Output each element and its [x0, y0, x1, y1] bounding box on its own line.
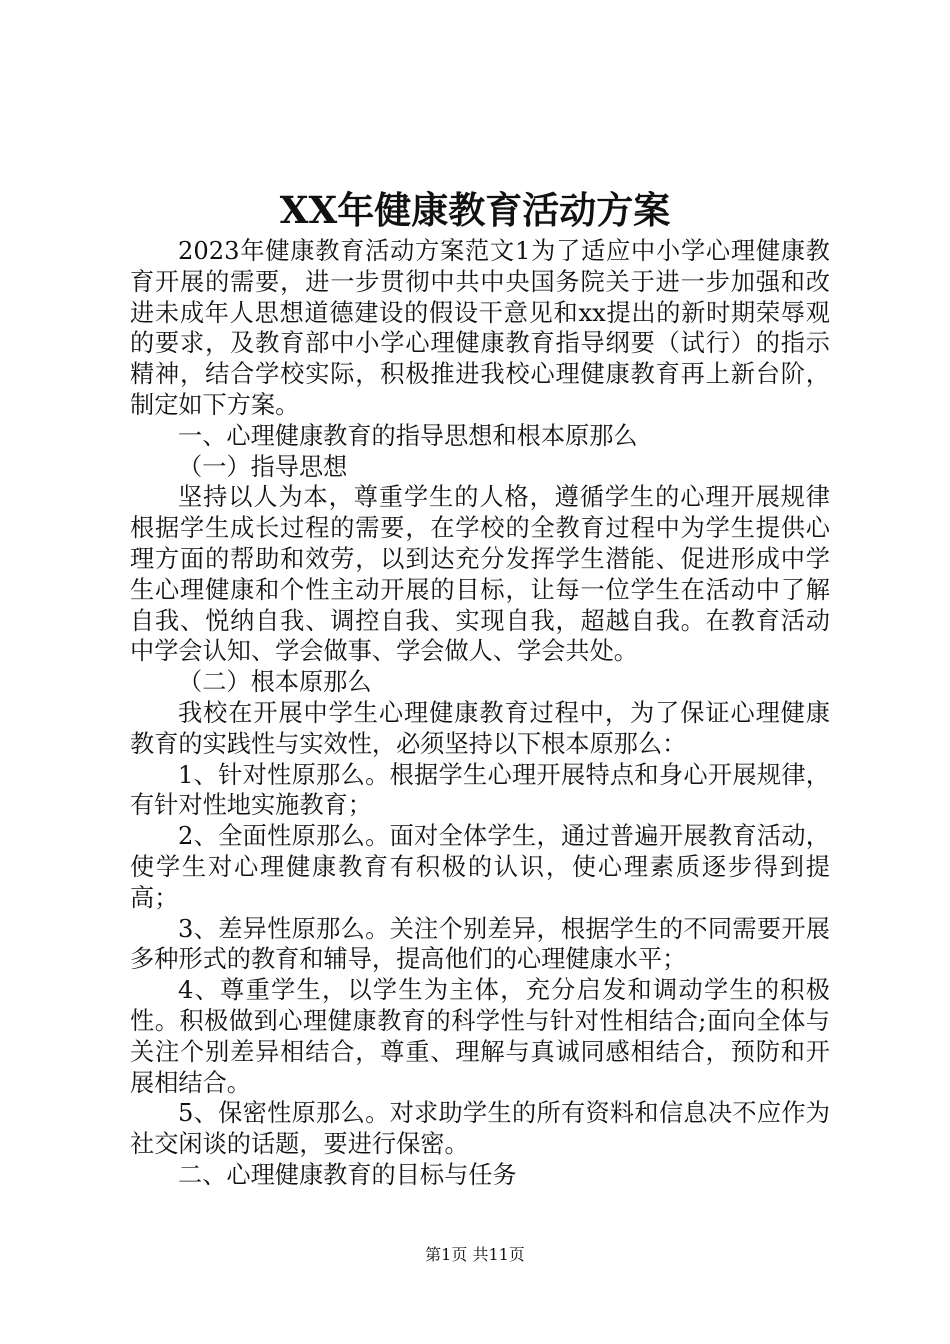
- subsection-heading-basic-principles: （二）根本原那么: [178, 668, 372, 697]
- list-item-principle-3: 3、差异性原那么。关注个别差异，根据学生的不同需要开展多种形式的教育和辅导，提高他们的心理健康水平；: [130, 914, 830, 974]
- paragraph-intro: 2023年健康教育活动方案范文1为了适应中小学心理健康教育开展的需要，进一步贯彻中共中央国务院关于进一步加强和改进未成年人思想道德建设的假设干意见和xx提出的新时期荣辱观的要求，及教育部中小学心理健康教育指导纲要（试行）的指示精神，结合学校实际，积极推进我校心理健康教育再上新台阶，制定如下方案。: [130, 237, 830, 419]
- section-heading-1: 一、心理健康教育的指导思想和根本原那么: [178, 421, 638, 450]
- list-item-principle-2: 2、全面性原那么。面对全体学生，通过普遍开展教育活动，使学生对心理健康教育有积极的认识，使心理素质逐步得到提高；: [130, 822, 830, 912]
- document-body: [130, 236, 830, 1191]
- paragraph-guiding-thought: 坚持以人为本，尊重学生的人格，遵循学生的心理开展规律根据学生成长过程的需要，在学校的全教育过程中为学生提供心理方面的帮助和效劳，以到达充分发挥学生潜能、促进形成中学生心理健康和个性主动开展的目标，让每一位学生在活动中了解自我、悦纳自我、调控自我、实现自我，超越自我。在教育活动中学会认知、学会做事、学会做人、学会共处。: [130, 483, 830, 666]
- section-heading-2: 二、心理健康教育的目标与任务: [178, 1160, 517, 1189]
- page-number-footer: 第1页 共11页: [425, 1245, 525, 1264]
- list-item-principle-5: 5、保密性原那么。对求助学生的所有资料和信息决不应作为社交闲谈的话题，要进行保密。: [130, 1099, 830, 1159]
- document-title: XX年健康教育活动方案: [279, 188, 671, 232]
- paragraph-basic-principles: 我校在开展中学生心理健康教育过程中，为了保证心理健康教育的实践性与实效性，必须坚持以下根本原那么：: [130, 698, 830, 758]
- list-item-principle-1: 1、针对性原那么。根据学生心理开展特点和身心开展规律，有针对性地实施教育；: [130, 760, 830, 820]
- subsection-heading-guiding-thought: （一）指导思想: [178, 452, 348, 481]
- list-item-principle-4: 4、尊重学生，以学生为主体，充分启发和调动学生的积极性。积极做到心理健康教育的科学性与针对性相结合;面向全体与关注个别差异相结合，尊重、理解与真诚同感相结合，预防和开展相结合。: [130, 976, 830, 1097]
